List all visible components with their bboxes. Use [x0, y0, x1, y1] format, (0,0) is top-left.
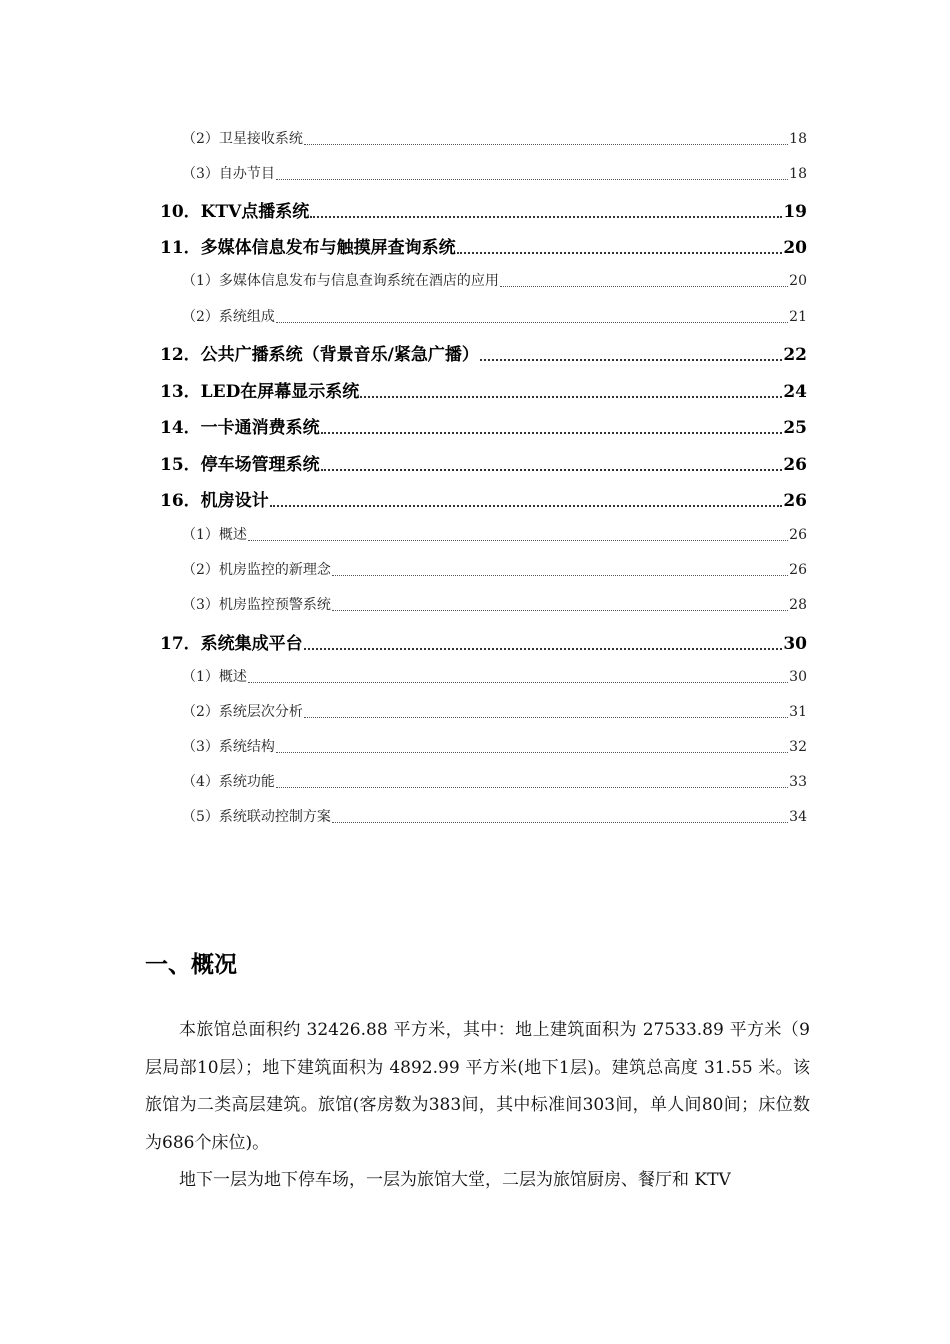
toc-entry[interactable] [160, 377, 807, 402]
toc-entry-label: （1）概述 [182, 669, 247, 685]
toc-entry-page: 18 [789, 131, 807, 147]
toc-entry-page: 33 [789, 774, 807, 790]
toc-entry-page: 30 [789, 669, 807, 685]
toc-entry-label: （3）系统结构 [182, 739, 275, 755]
toc-entry-page: 32 [789, 739, 807, 755]
toc-entry[interactable] [182, 666, 807, 686]
toc-entry-label: 10．KTV点播系统 [160, 202, 310, 222]
toc-leader-dots [276, 179, 788, 180]
toc-entry-label: （3）机房监控预警系统 [182, 597, 331, 613]
toc-entry-page: 19 [783, 202, 807, 222]
toc-leader-dots [321, 432, 783, 434]
toc-entry-label: 17．系统集成平台 [160, 634, 303, 654]
toc-entry-page: 18 [789, 166, 807, 182]
toc-entry[interactable] [182, 163, 807, 183]
toc-entry[interactable] [182, 701, 807, 721]
toc-leader-dots [304, 717, 788, 718]
toc-entry-page: 26 [783, 491, 807, 511]
section-heading: 一、概况 [145, 952, 237, 978]
toc-leader-dots [248, 540, 788, 541]
toc-entry-page: 30 [783, 634, 807, 654]
toc-leader-dots [276, 752, 788, 753]
toc-entry-label: 11．多媒体信息发布与触摸屏查询系统 [160, 238, 456, 258]
toc-leader-dots [500, 286, 788, 287]
toc-leader-dots [457, 252, 783, 254]
toc-leader-dots [480, 359, 782, 361]
toc-leader-dots [304, 144, 788, 145]
toc-entry-label: 12．公共广播系统（背景音乐/紧急广播） [160, 345, 479, 365]
toc-entry-label: （5）系统联动控制方案 [182, 809, 331, 825]
toc-entry-label: （2）卫星接收系统 [182, 131, 303, 147]
paragraph: 地下一层为地下停车场，一层为旅馆大堂，二层为旅馆厨房、餐厅和 KTV [179, 1170, 731, 1190]
toc-entry[interactable] [160, 486, 807, 511]
toc-leader-dots [310, 216, 782, 218]
toc-leader-dots [321, 469, 783, 471]
toc-entry-page: 24 [783, 382, 807, 402]
toc-entry[interactable] [160, 629, 807, 654]
toc-entry-label: （1）概述 [182, 527, 247, 543]
toc-entry-label: （2）系统层次分析 [182, 704, 303, 720]
toc-entry-page: 22 [783, 345, 807, 365]
toc-entry[interactable] [182, 594, 807, 614]
toc-entry[interactable] [182, 306, 807, 326]
toc-entry-label: 13．LED在屏幕显示系统 [160, 382, 360, 402]
toc-leader-dots [332, 822, 788, 823]
toc-entry[interactable] [182, 736, 807, 756]
toc-entry-page: 21 [789, 309, 807, 325]
section-body [145, 1012, 810, 1200]
toc-leader-dots [332, 610, 788, 611]
toc-entry-page: 25 [783, 418, 807, 438]
paragraph: 本旅馆总面积约 32426.88 平方米，其中：地上建筑面积为 27533.89 平方米（9层局部10层）；地下建筑面积为 4892.99 平方米(地下1层)。建筑总高度 31.55 米。该旅馆为二类高层建筑。旅馆(客房数为383间，其中标准间303间，单人间80间；床位数为686个床位)。 [145, 1020, 810, 1153]
toc-entry-label: （3）自办节目 [182, 166, 275, 182]
toc-leader-dots [360, 396, 782, 398]
toc-entry-page: 31 [789, 704, 807, 720]
toc-entry[interactable] [182, 270, 807, 290]
toc-entry-label: 14．一卡通消费系统 [160, 418, 320, 438]
toc-leader-dots [270, 505, 783, 507]
toc-entry-label: 16．机房设计 [160, 491, 269, 511]
toc-entry[interactable] [182, 524, 807, 544]
toc-entry-label: （2）系统组成 [182, 309, 275, 325]
toc-entry[interactable] [182, 806, 807, 826]
toc-entry[interactable] [160, 340, 807, 365]
toc-leader-dots [248, 682, 788, 683]
toc-entry[interactable] [160, 233, 807, 258]
toc-entry[interactable] [160, 197, 807, 222]
toc-entry-page: 20 [789, 273, 807, 289]
toc-entry-page: 26 [789, 527, 807, 543]
toc-entry-label: （4）系统功能 [182, 774, 275, 790]
toc-entry-page: 34 [789, 809, 807, 825]
toc-entry-label: （2）机房监控的新理念 [182, 562, 331, 578]
toc-leader-dots [332, 575, 788, 576]
toc-entry-label: （1）多媒体信息发布与信息查询系统在酒店的应用 [182, 273, 499, 289]
toc-leader-dots [304, 648, 783, 650]
toc-entry[interactable] [160, 450, 807, 475]
toc-entry-page: 26 [789, 562, 807, 578]
toc-entry-page: 26 [783, 455, 807, 475]
toc-entry-page: 20 [783, 238, 807, 258]
toc-entry-page: 28 [789, 597, 807, 613]
toc-entry[interactable] [182, 559, 807, 579]
toc-leader-dots [276, 787, 788, 788]
toc-leader-dots [276, 322, 788, 323]
toc-entry[interactable] [160, 413, 807, 438]
toc-entry[interactable] [182, 771, 807, 791]
toc-entry[interactable] [182, 128, 807, 148]
toc-entry-label: 15．停车场管理系统 [160, 455, 320, 475]
